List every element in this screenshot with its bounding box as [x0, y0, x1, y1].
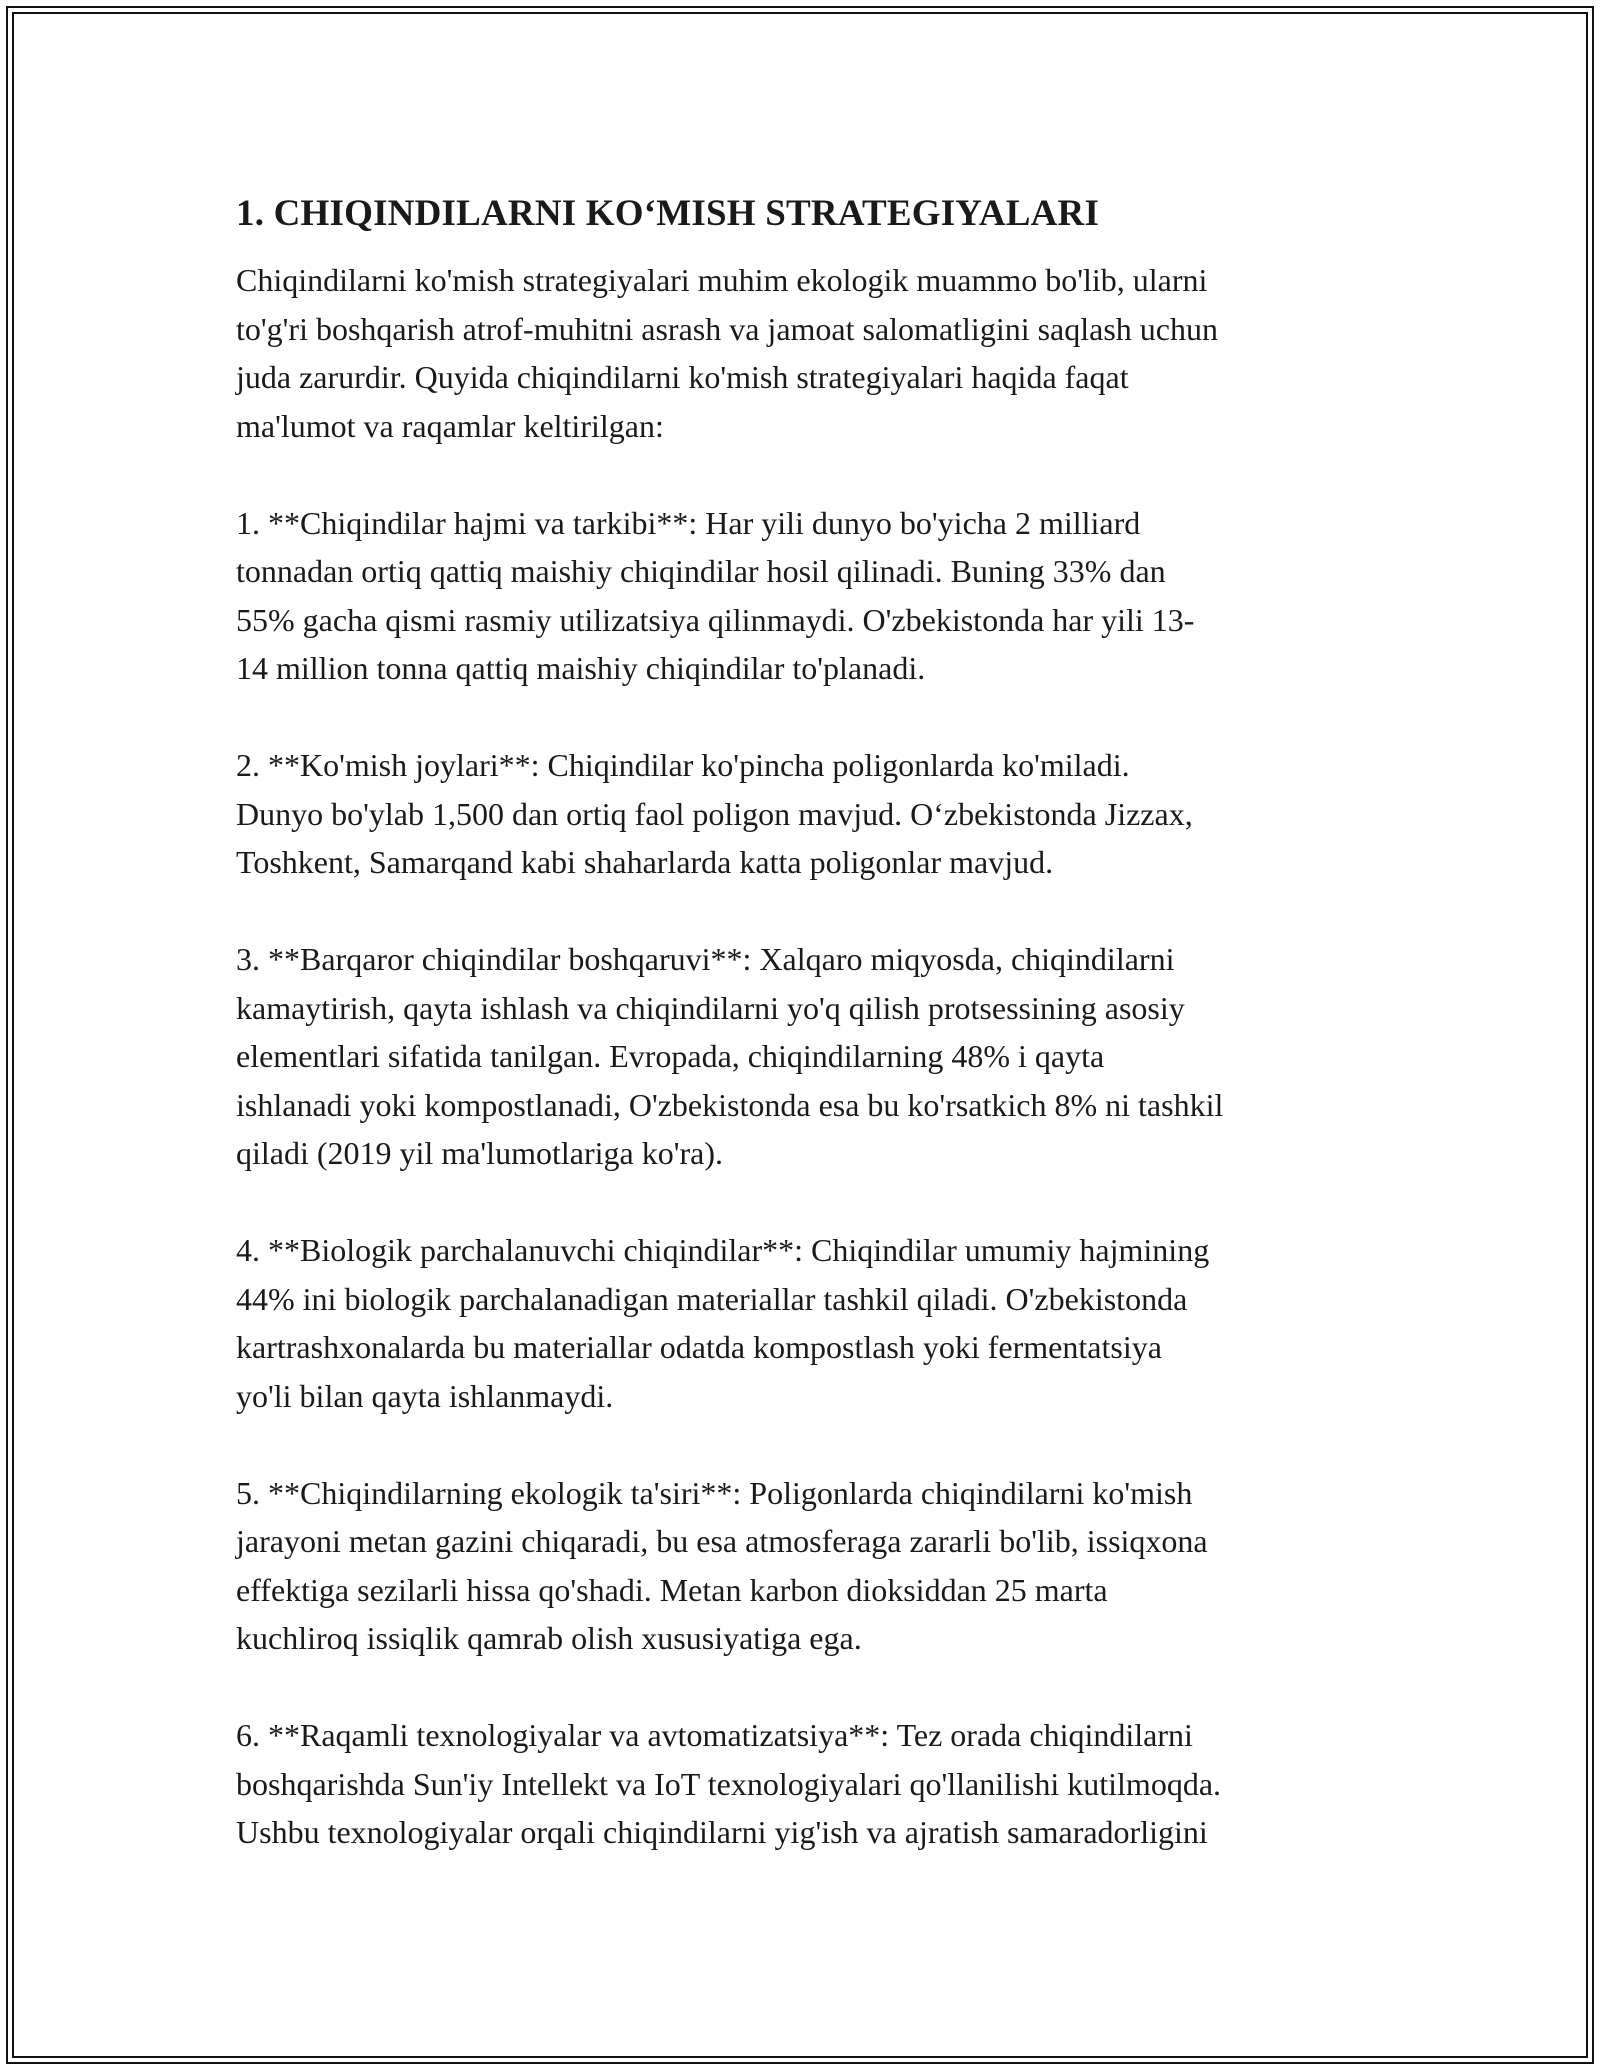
paragraph-line: 3. **Barqaror chiqindilar boshqaruvi**: Xalqaro miqyosda, chiqindilarni [236, 941, 1175, 977]
paragraph-line: kuchliroq issiqlik qamrab olish xususiyatiga ega. [236, 1620, 862, 1656]
document-content [236, 188, 1386, 1905]
paragraph-line: Chiqindilarni ko'mish strategiyalari muhim ekologik muammo bo'lib, ularni [236, 262, 1208, 298]
paragraph-line: tonnadan ortiq qattiq maishiy chiqindilar hosil qilinadi. Buning 33% dan [236, 553, 1166, 589]
document-title: 1. CHIQINDILARNI KO‘MISH STRATEGIYALARI [236, 193, 1100, 234]
paragraph-line: effektiga sezilarli hissa qo'shadi. Metan karbon dioksiddan 25 marta [236, 1571, 1108, 1608]
paragraph-line: Dunyo bo'ylab 1,500 dan ortiq faol poligon mavjud. O‘zbekistonda Jizzax, [236, 795, 1193, 832]
paragraph-line: Toshkent, Samarqand kabi shaharlarda katta poligonlar mavjud. [236, 844, 1054, 880]
point-3-sustainable-management [236, 935, 1386, 1178]
point-5-ecological-impact [236, 1469, 1386, 1663]
paragraph-line: boshqarishda Sun'iy Intellekt va IoT texnologiyalari qo'llanilishi kutilmoqda. [236, 1765, 1222, 1802]
paragraph-line: 4. **Biologik parchalanuvchi chiqindilar**: Chiqindilar umumiy hajmining [236, 1232, 1210, 1268]
paragraph-line: 55% gacha qismi rasmiy utilizatsiya qilinmaydi. O'zbekistonda har yili 13- [236, 601, 1195, 638]
paragraph-line: ishlanadi yoki kompostlanadi, O'zbekistonda esa bu ko'rsatkich 8% ni tashkil [236, 1086, 1224, 1123]
point-6-digital-technologies [236, 1711, 1386, 1857]
paragraph-line: 2. **Ko'mish joylari**: Chiqindilar ko'pincha poligonlarda ko'miladi. [236, 747, 1130, 783]
paragraph-line: 1. **Chiqindilar hajmi va tarkibi**: Har yili dunyo bo'yicha 2 milliard [236, 504, 1141, 541]
paragraph-line: Ushbu texnologiyalar orqali chiqindilarni yig'ish va ajratish samaradorligini [236, 1814, 1208, 1850]
paragraph-line: ma'lumot va raqamlar keltirilgan: [236, 407, 664, 444]
paragraph-line: 14 million tonna qattiq maishiy chiqindilar to'planadi. [236, 650, 926, 686]
paragraph-line: qiladi (2019 yil ma'lumotlariga ko'ra). [236, 1135, 723, 1171]
paragraph-line: kamaytirish, qayta ishlash va chiqindilarni yo'q qilish protsessining asosiy [236, 989, 1185, 1026]
point-1-waste-volume [236, 499, 1386, 693]
paragraph-line: 5. **Chiqindilarning ekologik ta'siri**: Poligonlarda chiqindilarni ko'mish [236, 1474, 1193, 1511]
paragraph-line: elementlari sifatida tanilgan. Evropada, chiqindilarning 48% i qayta [236, 1038, 1105, 1074]
paragraph-line: to'g'ri boshqarish atrof-muhitni asrash va jamoat salomatligini saqlash uchun [236, 310, 1218, 347]
point-4-biodegradable-waste [236, 1226, 1386, 1420]
paragraph-line: jarayoni metan gazini chiqaradi, bu esa atmosferaga zararli bo'lib, issiqxona [236, 1523, 1208, 1559]
paragraph-line: kartrashxonalarda bu materiallar odatda kompostlash yoki fermentatsiya [236, 1329, 1162, 1365]
paragraph-line: juda zarurdir. Quyida chiqindilarni ko'mish strategiyalari haqida faqat [236, 359, 1129, 395]
intro-paragraph [236, 256, 1386, 450]
paragraph-line: 6. **Raqamli texnologiyalar va avtomatizatsiya**: Tez orada chiqindilarni [236, 1717, 1193, 1753]
point-2-burial-sites [236, 741, 1386, 887]
paragraph-line: 44% ini biologik parchalanadigan materiallar tashkil qiladi. O'zbekistonda [236, 1280, 1188, 1317]
paragraph-line: yo'li bilan qayta ishlanmaydi. [236, 1377, 614, 1414]
